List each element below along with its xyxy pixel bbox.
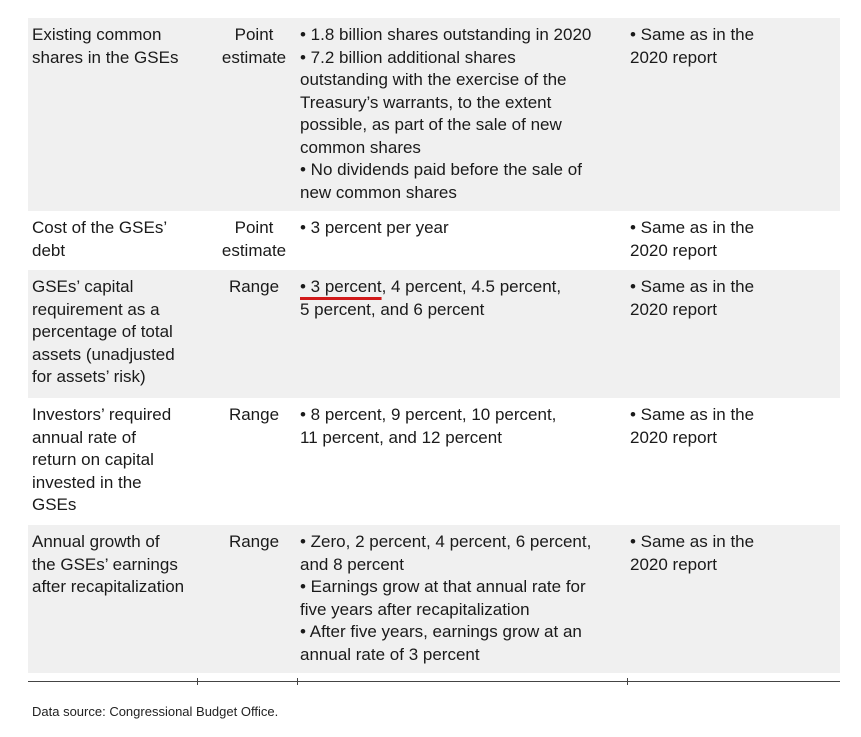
text-line: requirement as a <box>32 299 160 319</box>
text-line: Range <box>228 532 280 551</box>
text-line: estimate <box>221 47 287 67</box>
text-line: annual rate of 3 percent <box>300 644 480 664</box>
text-line: 2020 report <box>630 554 717 574</box>
text-line: after recapitalization <box>32 577 185 596</box>
text-line: possible, as part of the sale of new <box>300 115 562 134</box>
text-line: estimate <box>221 240 287 260</box>
text-line: shares in the GSEs <box>32 47 179 67</box>
text-line: 2020 report <box>630 299 717 319</box>
estimate-type <box>210 404 298 525</box>
comparison-note <box>628 531 840 673</box>
text-line: Investors’ required <box>32 405 172 424</box>
text-line: 2020 report <box>630 240 717 260</box>
text-line: • Same as in the <box>630 277 755 296</box>
text-line: • Same as in the <box>630 25 755 44</box>
parameter-label <box>28 531 210 673</box>
text-line: • Same as in the <box>630 532 755 551</box>
text-fragment: , 4 percent, 4.5 percent, <box>381 277 562 296</box>
text-line: new common shares <box>300 182 457 202</box>
value-description <box>298 217 628 270</box>
table-row <box>28 270 840 398</box>
text-line: Range <box>228 405 280 424</box>
text-line: 5 percent, and 6 percent <box>300 299 485 319</box>
estimate-type <box>210 276 298 398</box>
text-line: return on capital <box>32 450 154 469</box>
text-line: Treasury’s warrants, to the extent <box>300 92 552 112</box>
parameter-label <box>28 24 210 211</box>
value-description <box>298 404 628 525</box>
table-row <box>28 398 840 525</box>
text-line: • 1.8 billion shares outstanding in 2020 <box>300 25 592 44</box>
text-line: five years after recapitalization <box>300 599 530 619</box>
text-line: Point <box>234 218 274 237</box>
column-tick <box>297 678 298 685</box>
comparison-note <box>628 217 840 270</box>
value-description <box>298 531 628 673</box>
text-line: • Same as in the <box>630 405 755 424</box>
red-underline-highlight: • 3 percent <box>300 277 382 296</box>
table-row <box>28 18 840 211</box>
text-line: • 7.2 billion additional shares <box>300 47 516 67</box>
column-tick <box>197 678 198 685</box>
estimate-type <box>210 531 298 673</box>
comparison-note <box>628 24 840 211</box>
text-line: • 3 percent per year <box>300 218 449 237</box>
data-source-note: Data source: Congressional Budget Office. <box>32 704 279 719</box>
text-line: 2020 report <box>630 47 717 67</box>
comparison-note <box>628 404 840 525</box>
text-line: • No dividends paid before the sale of <box>300 160 582 179</box>
text-line: • Same as in the <box>630 218 755 237</box>
column-tick <box>627 678 628 685</box>
parameter-label <box>28 404 210 525</box>
text-line: Range <box>228 277 280 296</box>
text-line: Annual growth of <box>32 532 160 551</box>
text-line: percentage of total <box>32 322 173 341</box>
text-line: Existing common <box>32 25 162 44</box>
text-line: • After five years, earnings grow at an <box>300 622 582 641</box>
text-line <box>300 276 624 299</box>
text-line: debt <box>32 240 66 260</box>
text-line: GSEs’ capital <box>32 277 134 296</box>
text-line: common shares <box>300 137 421 157</box>
text-line: invested in the <box>32 472 142 492</box>
parameter-label <box>28 217 210 270</box>
estimate-type <box>210 24 298 211</box>
text-line: outstanding with the exercise of the <box>300 70 567 89</box>
text-line: 11 percent, and 12 percent <box>300 427 502 447</box>
text-line: Point <box>234 25 274 44</box>
text-line: and 8 percent <box>300 554 404 574</box>
table-row <box>28 525 840 673</box>
text-line: annual rate of <box>32 427 136 447</box>
text-line: • Zero, 2 percent, 4 percent, 6 percent, <box>300 532 592 551</box>
text-line: the GSEs’ earnings <box>32 554 178 574</box>
table-bottom-rule <box>28 681 840 682</box>
text-line: assets (unadjusted <box>32 344 175 364</box>
table-row <box>28 211 840 270</box>
parameter-label <box>28 276 210 398</box>
text-line: • Earnings grow at that annual rate for <box>300 577 586 596</box>
text-line: 2020 report <box>630 427 717 447</box>
text-line: • 8 percent, 9 percent, 10 percent, <box>300 405 557 424</box>
text-line: GSEs <box>32 495 77 514</box>
text-line: Cost of the GSEs’ <box>32 218 168 237</box>
comparison-note <box>628 276 840 398</box>
estimate-type <box>210 217 298 270</box>
assumptions-table <box>28 18 840 673</box>
value-description <box>298 24 628 211</box>
text-line: for assets’ risk) <box>32 367 146 386</box>
value-description <box>298 276 628 398</box>
